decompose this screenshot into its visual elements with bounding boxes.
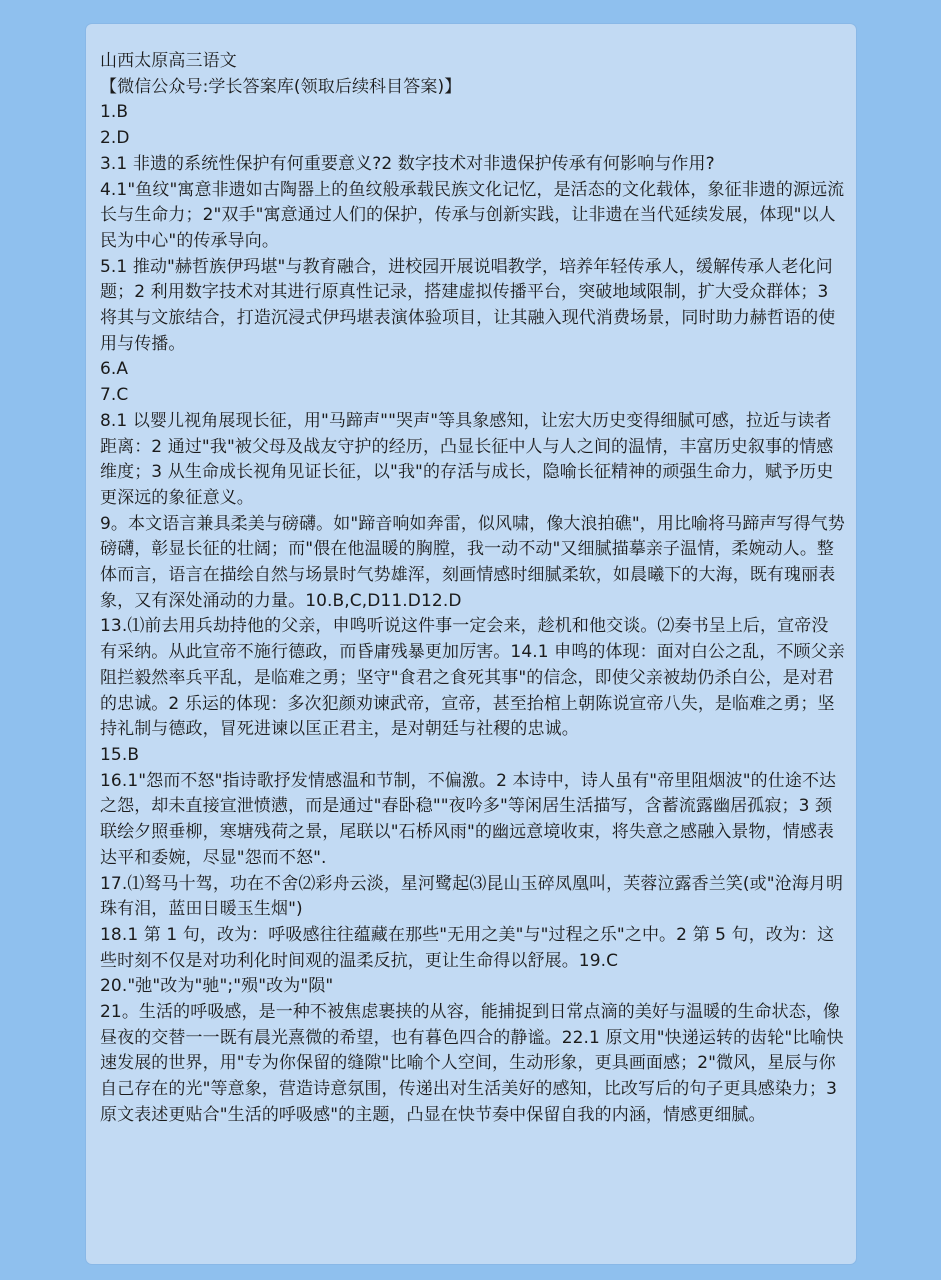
- answer-8: 8.1 以婴儿视角展现长征，用"马蹄声""哭声"等具象感知，让宏大历史变得细腻可感，拉近与读者距离：2 通过"我"被父母及战友守护的经历，凸显长征中人与人之间的温情，丰富历史叙事的情感维度；3 从生命成长视角见证长征，以"我"的存活与成长，隐喻长征精神的顽强生命力，赋予历史更深远的象征意义。: [100, 410, 834, 508]
- answer-20: 20."弛"改为"驰";"殒"改为"陨": [100, 976, 334, 997]
- answer-1: 1.B: [100, 102, 129, 123]
- answer-sheet: [86, 24, 856, 1264]
- answer-3: 3.1 非遗的系统性保护有何重要意义?2 数字技术对非遗保护传承有何影响与作用?: [100, 153, 715, 174]
- answer-5: 5.1 推动"赫哲族伊玛堪"与教育融合，进校园开展说唱教学，培养年轻传承人，缓解传承人老化问题；2 利用数字技术对其进行原真性记录，搭建虚拟传播平台，突破地域限制，扩大受众群体；3 将其与文旅结合，打造沉浸式伊玛堪表演体验项目，让其融入现代消费场景，同时助力赫哲语的使用与传播。: [100, 256, 836, 354]
- answer-4: 4.1"鱼纹"寓意非遗如古陶器上的鱼纹般承载民族文化记忆，是活态的文化载体，象征非遗的源远流长与生命力；2"双手"寓意通过人们的保护，传承与创新实践，让非遗在当代延续发展，体现"以人民为中心"的传承导向。: [100, 179, 845, 251]
- answer-17: 17.⑴驽马十驾，功在不舍⑵彩舟云淡，星河鹭起⑶昆山玉碎凤凰叫，芙蓉泣露香兰笑(或"沧海月明珠有泪，蓝田日暖玉生烟"): [100, 873, 844, 920]
- source-note: 【微信公众号:学长答案库(领取后续科目答案)】: [100, 76, 462, 97]
- answer-7: 7.C: [100, 385, 129, 406]
- answer-6: 6.A: [100, 359, 129, 380]
- answer-16: 16.1"怨而不怒"指诗歌抒发情感温和节制，不偏激。2 本诗中，诗人虽有"帝里阻烟波"的仕途不达之怨，却未直接宣泄愤懑，而是通过"春卧稳""夜吟多"等闲居生活描写，含蓄流露幽居孤寂；3 颈联绘夕照垂柳，寒塘残荷之景，尾联以"石桥风雨"的幽远意境收束，将失意之感融入景物，情感表达平和委婉，尽显"怨而不怒".: [100, 770, 837, 868]
- answer-15: 15.B: [100, 744, 140, 765]
- answer-21-22: 21。生活的呼吸感，是一种不被焦虑裹挟的从容，能捕捉到日常点滴的美好与温暖的生命状态，像昼夜的交替一一既有晨光熹微的希望，也有暮色四合的静谧。22.1 原文用"快递运转的齿轮"比喻快速发展的世界，用"专为你保留的缝隙"比喻个人空间，生动形象，更具画面感；2"微风，星辰与你自己存在的光"等意象，营造诗意氛围，传递出对生活美好的感知，比改写后的句子更具感染力；3 原文表述更贴合"生活的呼吸感"的主题，凸显在快节奏中保留自我的内涵，情感更细腻。: [100, 1002, 844, 1125]
- doc-title: 山西太原高三语文: [100, 51, 237, 71]
- answer-text: [100, 49, 845, 1129]
- answer-18-19: 18.1 第 1 句，改为：呼吸感往往蕴藏在那些"无用之美"与"过程之乐"之中。2 第 5 句，改为：这些时刻不仅是对功利化时间观的温柔反抗，更让生命得以舒展。19.C: [100, 924, 835, 971]
- answer-2: 2.D: [100, 128, 130, 149]
- answer-9-12: 9。本文语言兼具柔美与磅礴。如"蹄音响如奔雷，似风啸，像大浪拍礁"，用比喻将马蹄声写得气势磅礴，彰显长征的壮阔；而"偎在他温暖的胸膛，我一动不动"又细腻描摹亲子温情，柔婉动人。整体而言，语言在描绘自然与场景时气势雄浑，刻画情感时细腻柔软，如晨曦下的大海，既有瑰丽表象，又有深处涌动的力量。10.B,C,D11.D12.D: [100, 513, 845, 611]
- answer-13-14: 13.⑴前去用兵劫持他的父亲，申鸣听说这件事一定会来，趁机和他交谈。⑵奏书呈上后，宣帝没有采纳。从此宣帝不施行德政，而昏庸残暴更加厉害。14.1 申鸣的体现：面对白公之乱，不顾父亲阻拦毅然率兵平乱，是临难之勇；坚守"食君之食死其事"的信念，即使父亲被劫仍杀白公，是对君的忠诚。2 乐运的体现：多次犯颜劝谏武帝，宣帝，甚至抬棺上朝陈说宣帝八失，是临难之勇；坚持礼制与德政，冒死进谏以匡正君主，是对朝廷与社稷的忠诚。: [100, 616, 845, 740]
